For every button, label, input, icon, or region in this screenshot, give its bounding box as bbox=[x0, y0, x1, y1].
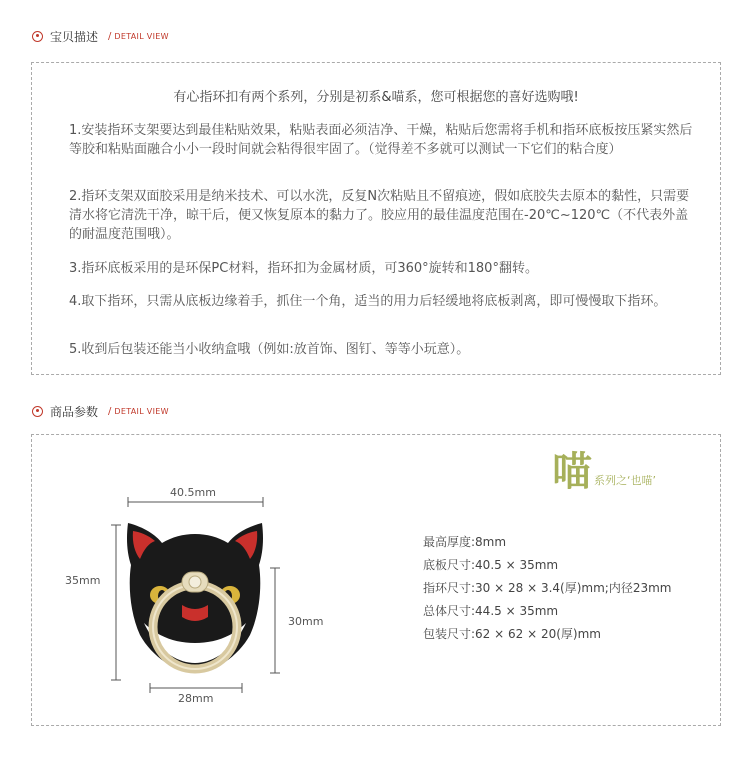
target-icon bbox=[32, 31, 43, 42]
series-text: 系列之‘也喵’ bbox=[594, 474, 656, 487]
series-char: 喵 bbox=[552, 449, 592, 495]
description-paragraph: 1.安装指环支架要达到最佳粘贴效果，粘贴表面必须洁净、干燥，粘贴后您需将手机和指环底板按压紧实然后等胶和粘贴面融合小小一段时间就会粘得很牢固了。（觉得差不多就可以测试一下它们的粘合度） bbox=[69, 123, 693, 157]
section-title: 商品参数 bbox=[50, 404, 99, 419]
dimension-right: 30mm bbox=[288, 615, 324, 628]
target-icon bbox=[32, 406, 43, 417]
description-box bbox=[31, 62, 721, 375]
dimension-top: 40.5mm bbox=[170, 486, 216, 499]
description-intro: 有心指环扣有两个系列，分别是初系&喵系，您可根据您的喜好选购哦! bbox=[173, 90, 579, 105]
description-paragraph: 3.指环底板采用的是环保PC材料，指环扣为金属材质，可360°旋转和180°翻转。 bbox=[69, 261, 538, 276]
description-paragraph: 4.取下指环，只需从底板边缘着手，抓住一个角，适当的用力后轻缓地将底板剥离，即可慢慢取下指环。 bbox=[69, 294, 667, 309]
section-subtitle: DETAIL VIEW bbox=[114, 406, 169, 416]
section-slash: / bbox=[108, 30, 112, 42]
spec-item: 最高厚度:8mm bbox=[423, 535, 507, 549]
section-slash: / bbox=[108, 405, 112, 417]
cat-ring-product bbox=[127, 523, 263, 673]
spec-item: 包装尺寸:62 × 62 × 20(厚)mm bbox=[423, 627, 601, 641]
description-paragraph: 5.收到后包装还能当小收纳盒哦（例如:放首饰、图钉、等等小玩意）。 bbox=[69, 342, 470, 357]
section-title: 宝贝描述 bbox=[50, 29, 99, 44]
section-header-params bbox=[32, 403, 169, 419]
params-box bbox=[31, 434, 721, 726]
dimension-left: 35mm bbox=[65, 574, 101, 587]
spec-item: 总体尺寸:44.5 × 35mm bbox=[423, 604, 559, 618]
spec-item: 底板尺寸:40.5 × 35mm bbox=[423, 558, 559, 572]
series-mark bbox=[552, 450, 656, 494]
spec-list bbox=[423, 531, 671, 646]
section-header-description bbox=[32, 28, 169, 44]
spec-item: 指环尺寸:30 × 28 × 3.4(厚)mm;内径23mm bbox=[423, 581, 672, 595]
section-subtitle: DETAIL VIEW bbox=[114, 31, 169, 41]
dimension-bottom: 28mm bbox=[178, 692, 214, 705]
description-paragraph: 2.指环支架双面胶采用是纳米技术、可以水洗，反复N次粘贴且不留痕迹，假如底胶失去原本的黏性，只需要清水将它清洗干净，晾干后，便又恢复原本的黏力了。胶应用的最佳温度范围在-20℃~120℃（不代表外盖的耐温度范围哦）。 bbox=[69, 189, 690, 242]
